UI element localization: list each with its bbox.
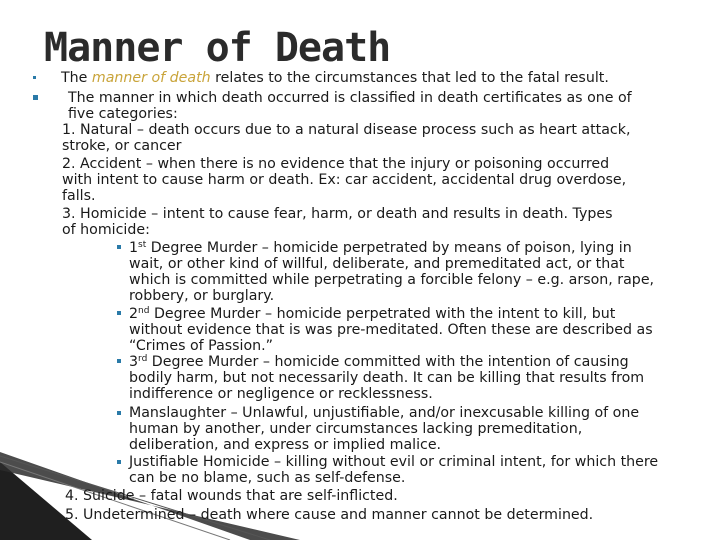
category-natural-line-1: 1. Natural – death occurs due to a natural disease process such as heart attack, [62,122,631,138]
homicide-type-bullet-icon [117,359,121,363]
first-degree-line-2: wait, or other kind of willful, deliberate, and premeditated act, or that [129,256,625,272]
intro-after: relates to the circumstances that led to the fatal result. [210,70,609,86]
second-degree-line-1 [129,306,615,322]
classification-line-2: five categories: [68,106,178,122]
first-degree-text: Degree Murder – homicide perpetrated by means of poison, lying in [146,240,632,256]
homicide-type-bullet-icon [117,411,121,415]
justifiable-line-2: can be no blame, such as self-defense. [129,470,406,486]
third-degree-line-2: bodily harm, but not necessarily death. It can be killing that results from [129,370,645,386]
second-degree-number: 2 [129,306,139,322]
third-degree-sup: rd [138,354,148,364]
classification-line-1: The manner in which death occurred is classified in death certificates as one of [68,90,632,106]
intro-emphasis: manner of death [91,70,211,86]
homicide-type-bullet-icon [117,311,121,315]
slide-title: Manner of Death [44,25,391,71]
first-degree-sup: st [138,240,147,250]
first-degree-line-3: which is committed while perpetrating a forcible felony – e.g. arson, rape, [129,272,655,288]
third-degree-line-3: indifference or negligence or recklessness. [129,386,433,402]
category-homicide-line-1: 3. Homicide – intent to cause fear, harm, or death and results in death. Types [62,206,613,222]
manslaughter-line-3: deliberation, and express or implied malice. [129,437,442,453]
category-accident-line-2: with intent to cause harm or death. Ex: car accident, accidental drug overdose, [62,172,627,188]
manslaughter-line-1: Manslaughter – Unlawful, unjustifiable, and/or inexcusable killing of one [129,405,640,421]
category-accident-line-3: falls. [62,188,96,204]
first-degree-line-4: robbery, or burglary. [129,288,275,304]
third-degree-number: 3 [129,354,139,370]
category-natural-line-2: stroke, or cancer [62,138,182,154]
second-degree-line-2: without evidence that is was pre-meditated. Often these are described as [129,322,653,338]
category-suicide: 4. Suicide – fatal wounds that are self-inflicted. [65,488,398,504]
justifiable-line-1: Justifiable Homicide – killing without evil or criminal intent, for which there [129,454,659,470]
third-degree-line-1 [129,354,629,370]
homicide-type-bullet-icon [117,245,121,249]
manslaughter-line-2: human by another, under circumstances lacking premeditation, [129,421,583,437]
category-accident-line-1: 2. Accident – when there is no evidence that the injury or poisoning occurred [62,156,610,172]
homicide-type-bullet-icon [117,460,121,464]
second-degree-sup: nd [138,306,150,316]
first-degree-number: 1 [129,240,139,256]
first-degree-line-1 [129,240,632,256]
category-undetermined: 5. Undetermined – death where cause and manner cannot be determined. [65,507,594,523]
second-degree-line-3: “Crimes of Passion.” [129,338,274,354]
level2-bullet-icon [33,95,38,100]
second-degree-text: Degree Murder – homicide perpetrated with the intent to kill, but [149,306,616,322]
category-homicide-line-2: of homicide: [62,222,150,238]
third-degree-text: Degree Murder – homicide committed with the intention of causing [147,354,629,370]
intro-before: The [61,70,92,86]
level1-bullet-icon [33,76,36,79]
intro-text [61,70,609,86]
